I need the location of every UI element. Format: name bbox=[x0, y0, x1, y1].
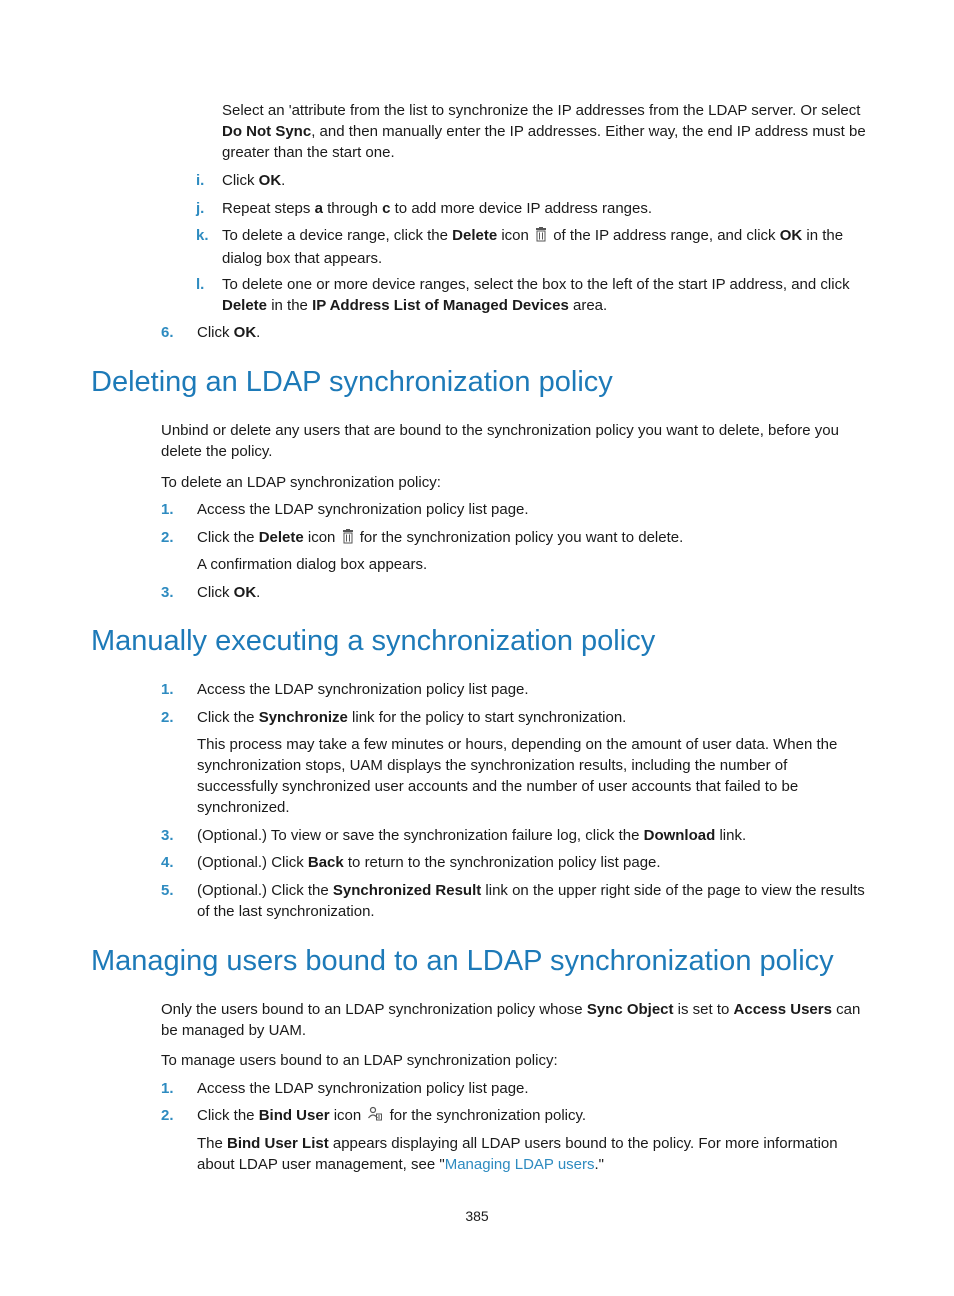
exec-step-5-number: 5. bbox=[161, 882, 174, 899]
heading-managing-users: Managing users bound to an LDAP synchronization policy bbox=[91, 945, 834, 977]
step-6-number: 6. bbox=[161, 324, 174, 341]
to-manage-intro: To manage users bound to an LDAP synchronization policy: bbox=[161, 1052, 558, 1069]
step-l-number: l. bbox=[196, 276, 205, 293]
page-number: 385 bbox=[465, 1208, 489, 1224]
exec-step-1-text: Access the LDAP synchronization policy list page. bbox=[197, 681, 529, 698]
exec-step-2-text: Click the Synchronize link for the policy to start synchronization. bbox=[197, 709, 627, 726]
trash-icon bbox=[342, 529, 354, 550]
sync-object-paragraph: Only the users bound to an LDAP synchronization policy whose Sync Object is set to Access Users can be managed by UAM. bbox=[161, 1001, 861, 1039]
exec-step-4-number: 4. bbox=[161, 854, 174, 871]
manage-step-1-text: Access the LDAP synchronization policy list page. bbox=[197, 1080, 529, 1097]
trash-icon bbox=[535, 227, 547, 248]
manage-step-2-text: Click the Bind User icon for the synchronization policy. bbox=[197, 1105, 867, 1128]
manage-step-2-note: The Bind User List appears displaying all LDAP users bound to the policy. For more information about LDAP user management, see "Managing LDAP users." bbox=[197, 1135, 838, 1173]
exec-step-3-number: 3. bbox=[161, 827, 174, 844]
step-l-text: To delete one or more device ranges, select the box to the left of the start IP address, and click Delete in the IP Address List of Managed Devices area. bbox=[222, 276, 850, 314]
step-i-text: Click OK. bbox=[222, 172, 286, 189]
exec-step-3-text: (Optional.) To view or save the synchronization failure log, click the Download link. bbox=[197, 827, 747, 844]
step-k-number: k. bbox=[196, 227, 209, 244]
step-i-number: i. bbox=[196, 172, 205, 189]
exec-step-1-number: 1. bbox=[161, 681, 174, 698]
delete-step-1-number: 1. bbox=[161, 501, 174, 518]
delete-step-2-note: A confirmation dialog box appears. bbox=[197, 556, 428, 573]
delete-step-2-number: 2. bbox=[161, 529, 174, 546]
step-j-number: j. bbox=[196, 200, 205, 217]
step-6-text: Click OK. bbox=[197, 324, 261, 341]
to-delete-intro: To delete an LDAP synchronization policy: bbox=[161, 474, 441, 491]
exec-step-4-text: (Optional.) Click Back to return to the synchronization policy list page. bbox=[197, 854, 661, 871]
unbind-paragraph: Unbind or delete any users that are bound to the synchronization policy you want to delete, before you delete the policy. bbox=[161, 422, 839, 460]
delete-step-2-text: Click the Delete icon for the synchronization policy you want to delete. bbox=[197, 527, 867, 550]
delete-step-3-number: 3. bbox=[161, 584, 174, 601]
managing-ldap-users-link[interactable]: Managing LDAP users bbox=[444, 1156, 595, 1173]
exec-step-2-note: This process may take a few minutes or hours, depending on the amount of user data. When the synchronization stops, UAM displays the synchronization results, including the number of successfully synchronized user accounts and the number of user accounts that failed to be synchronized. bbox=[197, 736, 838, 816]
bind-user-icon bbox=[367, 1106, 383, 1128]
manage-step-1-number: 1. bbox=[161, 1080, 174, 1097]
sync-ip-paragraph: Select an 'attribute from the list to synchronize the IP addresses from the LDAP server. Or select Do Not Sync, and then manually enter the IP addresses. Either way, the end IP address must be greater than the start one. bbox=[222, 102, 866, 161]
heading-manually-executing: Manually executing a synchronization policy bbox=[91, 625, 656, 657]
delete-step-1-text: Access the LDAP synchronization policy list page. bbox=[197, 501, 529, 518]
manage-step-2-number: 2. bbox=[161, 1107, 174, 1124]
exec-step-5-text: (Optional.) Click the Synchronized Result link on the upper right side of the page to view the results of the last synchronization. bbox=[197, 882, 865, 920]
step-j-text: Repeat steps a through c to add more device IP address ranges. bbox=[222, 200, 653, 217]
exec-step-2-number: 2. bbox=[161, 709, 174, 726]
delete-step-3-text: Click OK. bbox=[197, 584, 261, 601]
heading-deleting-policy: Deleting an LDAP synchronization policy bbox=[91, 366, 613, 398]
step-k-text: To delete a device range, click the Delete icon of the IP address range, and click OK in the dialog box that appears. bbox=[222, 227, 844, 267]
